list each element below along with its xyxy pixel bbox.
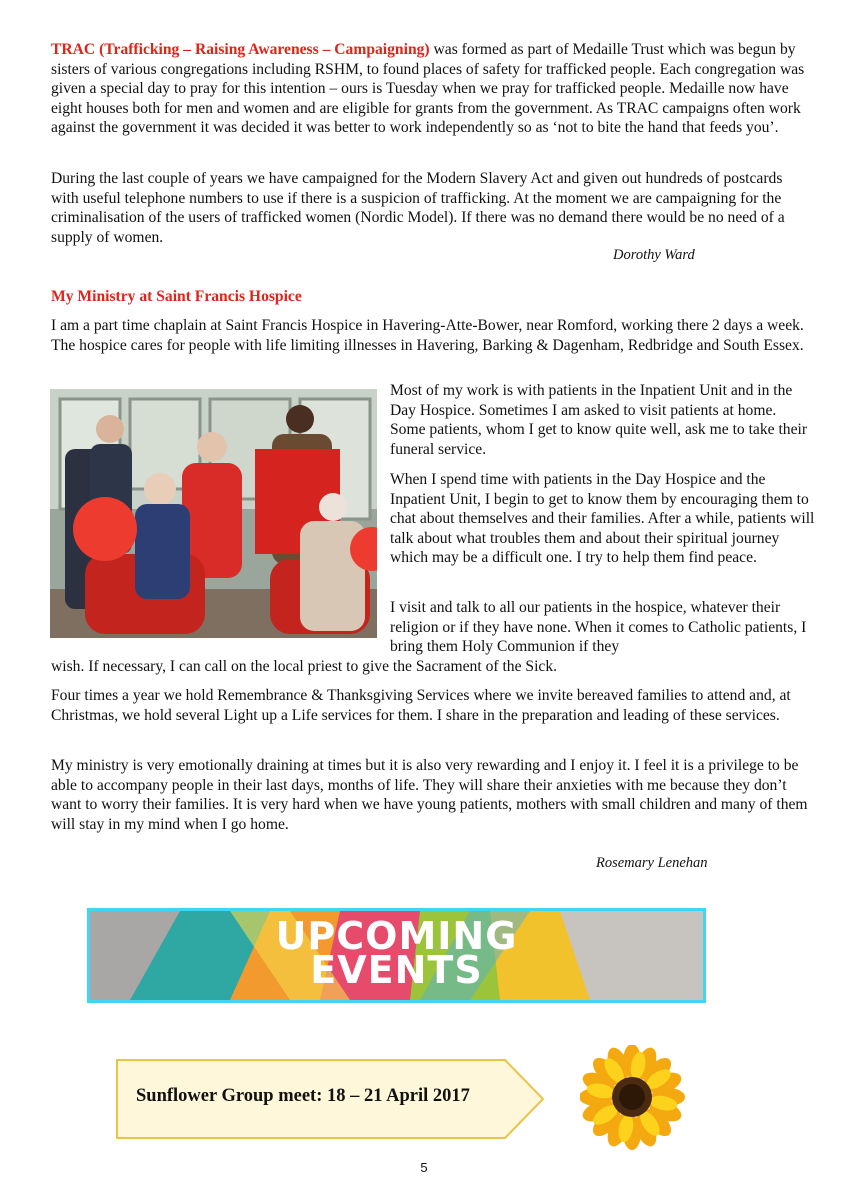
hospice-group-photo bbox=[50, 389, 377, 638]
sunflower-image bbox=[580, 1045, 685, 1150]
hospice-wrap-paragraph-3: I visit and talk to all our patients in the hospice, whatever their religion or if they have none. When it comes to Catholic patients, I bring them Holy Communion if they bbox=[390, 599, 807, 656]
hospice-paragraph-4: Four times a year we hold Remembrance & Thanksgiving Services where we invite bereaved families to attend and, at Christmas, we hold several Light up a Life services for them. I share in the preparation and leading of these services. bbox=[51, 687, 791, 724]
hospice-intro: I am a part time chaplain at Saint Francis Hospice in Havering-Atte-Bower, near Romford, working there 2 days a week. The hospice cares for people with life limiting illnesses in Havering, Barking & Dagenham, Redbridge and South Essex. bbox=[51, 317, 804, 354]
hospice-wrap-paragraph-1: Most of my work is with patients in the Inpatient Unit and in the Day Hospice. Sometimes I am asked to visit patients at home. Some patients, whom I get to know quite well, ask me to take their funeral service. bbox=[390, 382, 808, 458]
event-text: Sunflower Group meet: 18 – 21 April 2017 bbox=[136, 1086, 470, 1106]
trac-paragraph-2: During the last couple of years we have campaigned for the Modern Slavery Act and given out hundreds of postcards with useful telephone numbers to use if there is a suspicion of trafficking. At the moment we are campaigning for the criminalisation of the users of trafficked women (Nordic Model). If there was no demand there would be no need of a supply of women. bbox=[51, 170, 785, 246]
trac-paragraph-1-text: was formed as part of Medaille Trust which was begun by sisters of various congregations including RSHM, to found places of safety for trafficked people. Each congregation was given a special day to pray for this intention – ours is Tuesday when we pray for trafficked people. Medaille now have eight houses both for men and women and are eligible for grants from the government. As TRAC campaigns often work against the government it was decided it was better to work independently so as ‘not to bite the hand that feeds you’. bbox=[51, 41, 805, 137]
upcoming-events-banner bbox=[87, 908, 706, 1003]
trac-signature: Dorothy Ward bbox=[613, 247, 695, 263]
hospice-wrap-paragraph-2: When I spend time with patients in the Day Hospice and the Inpatient Unit, I begin to get to know them by encouraging them to chat about themselves and their families. After a while, patients will talk about what troubles them and about their spiritual journey which may be a difficult one. I try to help them find peace. bbox=[390, 471, 815, 567]
trac-paragraph-1 bbox=[51, 40, 811, 138]
hospice-paragraph-5: My ministry is very emotionally draining at times but it is also very rewarding and I enjoy it. I feel it is a privilege to be able to accompany people in their last days, months of life. They will share their anxieties with me because they don’t want to worry their families. It is very hard when we have young patients, mothers with small children and many of them will stay in my mind when I go home. bbox=[51, 757, 808, 833]
page-number: 5 bbox=[420, 1160, 428, 1175]
hospice-paragraph-3-tail: wish. If necessary, I can call on the local priest to give the Sacrament of the Sick. bbox=[51, 658, 558, 675]
hospice-signature: Rosemary Lenehan bbox=[596, 855, 708, 871]
trac-heading: TRAC (Trafficking – Raising Awareness – Campaigning) bbox=[51, 41, 430, 58]
banner-line-2: EVENTS bbox=[310, 948, 483, 992]
banner-line-1: UPCOMING bbox=[275, 914, 518, 958]
hospice-heading: My Ministry at Saint Francis Hospice bbox=[51, 288, 302, 305]
